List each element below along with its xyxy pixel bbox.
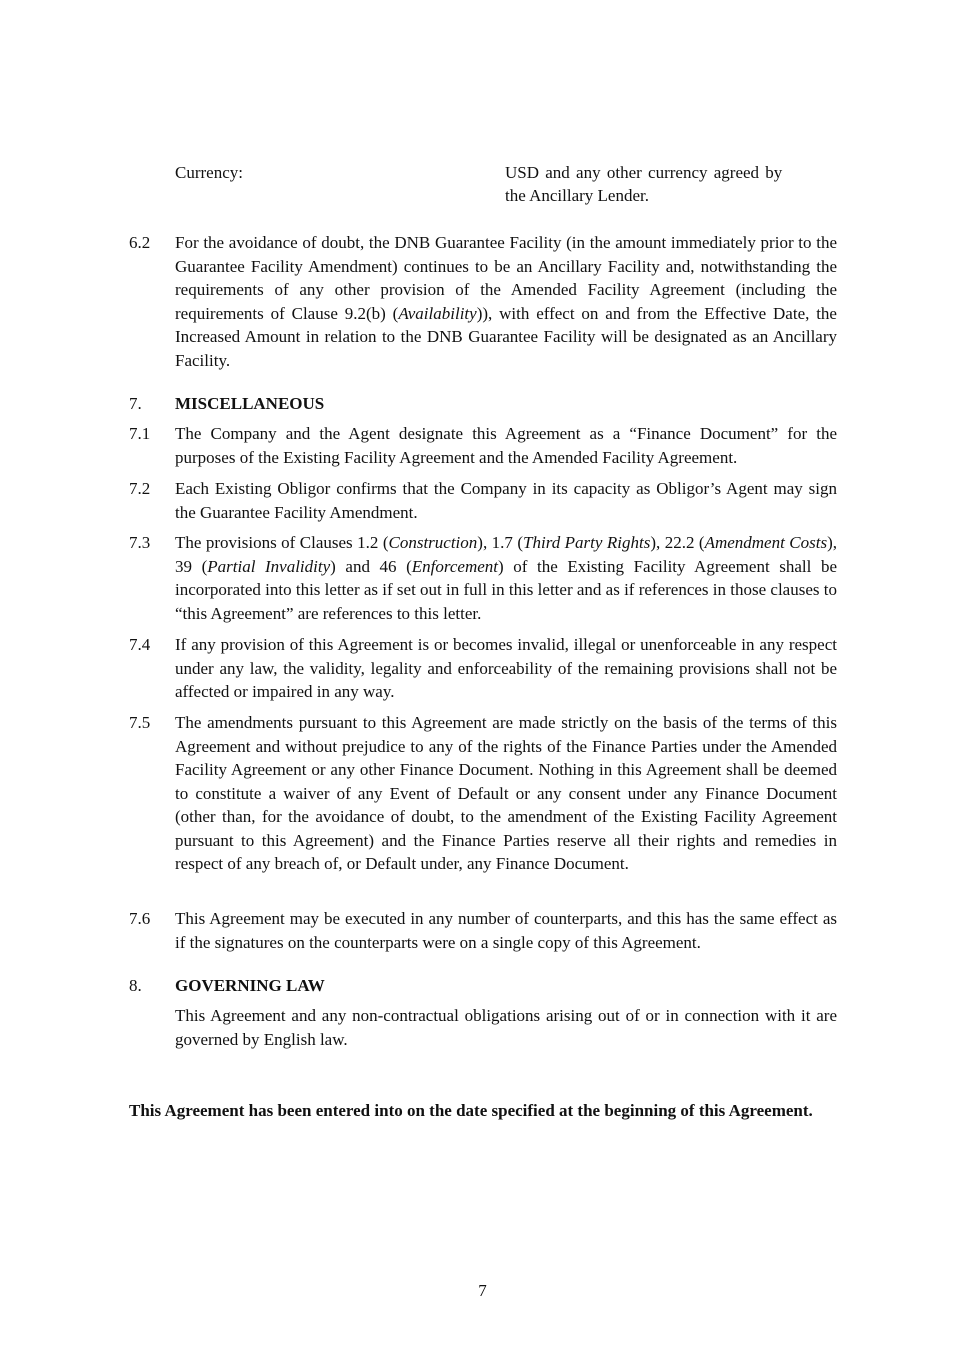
- clause-number: 7.4: [129, 635, 151, 654]
- clause-number: 7.3: [129, 533, 151, 552]
- clause-number: 6.2: [129, 233, 151, 252]
- section-number: 7.: [129, 394, 142, 413]
- clause-text: The Company and the Agent designate this Agreement as a “Finance Document” for the purposes of the Existing Facility Agreement and the Amended Facility Agreement.: [175, 424, 837, 467]
- section-number: 8.: [129, 976, 142, 995]
- section-title: MISCELLANEOUS: [175, 394, 325, 413]
- page-number: 7: [478, 1281, 487, 1300]
- clause-7-3-text: The provisions of Clauses 1.2 (Construction), 1.7 (Third Party Rights), 22.2 (Amendment Costs), 39 (Partial Invalidity) and 46 (Enforcement) of the Existing Facility Agreement shall be incorporated into this letter as if set out in full in this letter and as if references in those clauses to “this Agreement” are references to this letter.: [175, 533, 837, 623]
- clause-number: 7.6: [129, 909, 151, 928]
- clause-text: Each Existing Obligor confirms that the Company in its capacity as Obligor’s Agent may sign the Guarantee Facility Amendment.: [175, 479, 837, 522]
- currency-value-line2: the Ancillary Lender.: [505, 186, 649, 205]
- currency-label: Currency:: [175, 163, 243, 182]
- clause-text: The amendments pursuant to this Agreement are made strictly on the basis of the terms of this Agreement and without prejudice to any of the rights of the Finance Parties under the Amended Facility Agreement or any other Finance Document. Nothing in this Agreement shall be deemed to constitute a waiver of any Event of Default or any consent under any Finance Document (other than, for the avoidance of doubt, to the amendment of the Existing Facility Agreement pursuant to this Agreement) and the Finance Parties reserve all their rights and remedies in respect of any breach of, or Default under, any Finance Document.: [175, 713, 837, 873]
- clause-6-2-text: For the avoidance of doubt, the DNB Guarantee Facility (in the amount immediately prior to the Guarantee Facility Amendment) continues to be an Ancillary Facility and, notwithstanding the requirements of any other provision of the Amended Facility Agreement (including the requirements of Clause 9.2(b) (Availability)), with effect on and from the Effective Date, the Increased Amount in relation to the DNB Guarantee Facility will be designated as an Ancillary Facility.: [175, 233, 837, 370]
- clause-text: This Agreement may be executed in any number of counterparts, and this has the same effect as if the signatures on the counterparts were on a single copy of this Agreement.: [175, 909, 837, 952]
- clause-text: If any provision of this Agreement is or becomes invalid, illegal or unenforceable in any respect under any law, the validity, legality and enforceability of the remaining provisions shall not be affected or impaired in any way.: [175, 635, 837, 701]
- section-title: GOVERNING LAW: [175, 976, 325, 995]
- governing-law-text: This Agreement and any non-contractual obligations arising out of or in connection with it are governed by English law.: [175, 1006, 837, 1049]
- closing-statement: This Agreement has been entered into on the date specified at the beginning of this Agreement.: [129, 1101, 813, 1120]
- clause-number: 7.1: [129, 424, 151, 443]
- clause-number: 7.5: [129, 713, 151, 732]
- currency-value-line1: USD and any other currency agreed by: [505, 163, 783, 182]
- clause-number: 7.2: [129, 479, 151, 498]
